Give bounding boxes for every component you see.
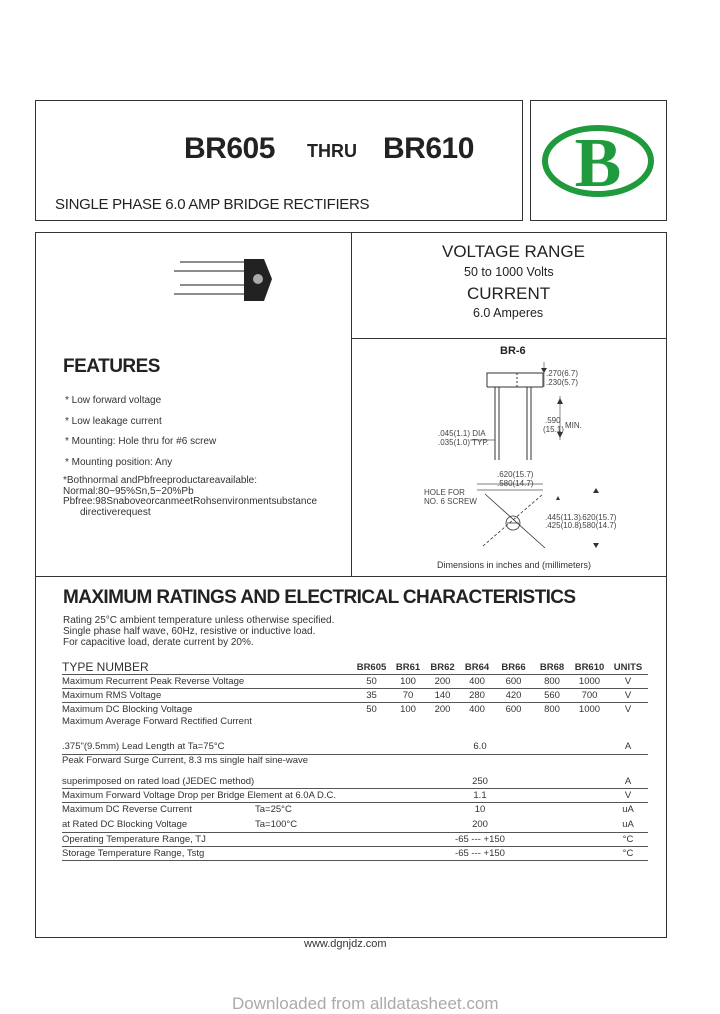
- hole-label-1: HOLE FOR: [424, 488, 465, 497]
- row-label: Maximum Recurrent Peak Reverse Voltage: [62, 675, 352, 689]
- cell: 50: [366, 704, 377, 715]
- table-header-row: [62, 660, 648, 675]
- thru-label: THRU: [307, 141, 357, 161]
- table-row: [62, 803, 648, 817]
- cell: -65 --- +150: [352, 847, 608, 861]
- row-label: [62, 816, 352, 833]
- drawing-caption: Dimensions in inches and (millimeters): [437, 560, 592, 570]
- dim-width-1: .620(15.7): [497, 470, 534, 479]
- ratings-table: [62, 660, 648, 861]
- row-label: Maximum Average Forward Rectified Current: [62, 716, 252, 727]
- row-label: superimposed on rated load (JEDEC method): [62, 775, 352, 789]
- current-value: 6.0 Amperes: [473, 306, 544, 320]
- row-label: Maximum DC Blocking Voltage: [62, 704, 193, 715]
- dim-len-1: .590: [545, 416, 561, 425]
- dim-width-2: .580(14.7): [497, 479, 534, 488]
- cell: 400: [469, 704, 485, 715]
- col-header: BR610: [571, 660, 608, 675]
- dim-bottom-1: .445(11.3): [545, 513, 581, 522]
- feature-item: * Low leakage current: [65, 416, 162, 427]
- row-label-text: Maximum DC Reverse Current: [62, 804, 192, 815]
- feature-note: directiverequest: [80, 507, 151, 518]
- unit-cell: V: [608, 689, 648, 703]
- middle-divider: [351, 232, 352, 577]
- unit-cell: uA: [622, 804, 634, 815]
- row-label: Peak Forward Surge Current, 8.3 ms single half sine-wave: [62, 755, 309, 766]
- feature-item: * Low forward voltage: [65, 395, 162, 406]
- feature-note: Normal:80~95%Sn,5~20%Pb: [63, 486, 194, 497]
- row-label-text: at Rated DC Blocking Voltage: [62, 818, 188, 830]
- unit-cell: uA: [608, 816, 648, 833]
- table-row: [62, 738, 648, 755]
- cell: 1.1: [352, 789, 608, 803]
- dim-top-2: .230(5.7): [546, 378, 579, 387]
- voltage-range-heading: VOLTAGE RANGE: [442, 242, 585, 261]
- rating-note: For capacitive load, derate current by 20%.: [63, 637, 254, 648]
- cell: -65 --- +150: [352, 833, 608, 847]
- cell: 70: [391, 689, 425, 703]
- feature-item: * Mounting: Hole thru for #6 screw: [65, 436, 217, 447]
- cell: 1000: [578, 704, 601, 715]
- table-row: [62, 775, 648, 789]
- feature-item: * Mounting position: Any: [65, 457, 173, 468]
- cell: 800: [544, 704, 560, 715]
- cell: 200: [425, 675, 460, 689]
- unit-cell: A: [608, 775, 648, 789]
- unit-cell: V: [608, 675, 648, 689]
- dim-lead-2: .035(1.0) TYP.: [438, 438, 489, 447]
- condition-label: Ta=25°C: [255, 804, 292, 815]
- cell: 10: [474, 804, 486, 815]
- cell: 560: [533, 689, 571, 703]
- cell: 600: [494, 675, 533, 689]
- ratings-heading: MAXIMUM RATINGS AND ELECTRICAL CHARACTERISTICS: [63, 587, 576, 608]
- dim-len-2: (15.1): [543, 425, 564, 434]
- unit-cell: °C: [608, 833, 648, 847]
- row-label: [62, 803, 352, 817]
- units-header: UNITS: [608, 660, 648, 675]
- row-label: Storage Temperature Range, Tstg: [62, 847, 352, 861]
- col-header: BR64: [460, 660, 494, 675]
- cell: 6.0: [352, 738, 608, 755]
- unit-cell: A: [608, 738, 648, 755]
- table-row: [62, 689, 648, 703]
- col-header: BR605: [352, 660, 391, 675]
- unit-cell: V: [608, 789, 648, 803]
- rating-note: Single phase half wave, 60Hz, resistive or inductive load.: [63, 626, 316, 637]
- row-label: .375"(9.5mm) Lead Length at Ta=75°C: [62, 738, 352, 755]
- row-label: Maximum Forward Voltage Drop per Bridge Element at 6.0A D.C.: [62, 789, 352, 803]
- dim-side-1: .620(15.7): [580, 513, 617, 522]
- cell: 100: [400, 704, 416, 715]
- cell: 250: [352, 775, 608, 789]
- summary-divider: [351, 338, 667, 339]
- cell: 420: [494, 689, 533, 703]
- cell: 700: [571, 689, 608, 703]
- dim-top-1: .270(6.7): [546, 369, 579, 378]
- col-header: BR62: [425, 660, 460, 675]
- table-row: [62, 816, 648, 833]
- dim-len-3: MIN.: [565, 421, 582, 430]
- feature-note: *Bothnormal andPbfreeproductareavailable:: [63, 475, 258, 486]
- table-row: [62, 703, 648, 717]
- rating-note: Rating 25°C ambient temperature unless otherwise specified.: [63, 615, 335, 626]
- cell: 280: [460, 689, 494, 703]
- cell: 200: [352, 816, 608, 833]
- unit-cell: V: [624, 704, 632, 715]
- cell: 1000: [571, 675, 608, 689]
- table-row: [62, 789, 648, 803]
- row-label: Maximum RMS Voltage: [62, 689, 352, 703]
- voltage-range-value: 50 to 1000 Volts: [464, 265, 554, 279]
- watermark: Downloaded from alldatasheet.com: [232, 994, 499, 1013]
- current-heading: CURRENT: [467, 284, 551, 303]
- cell: 100: [391, 675, 425, 689]
- cell: 400: [460, 675, 494, 689]
- col-header: BR68: [533, 660, 571, 675]
- cell: 35: [352, 689, 391, 703]
- features-heading: FEATURES: [63, 356, 160, 377]
- logo-letter: B: [574, 125, 622, 199]
- component-image: [172, 257, 282, 307]
- cell: 140: [425, 689, 460, 703]
- unit-cell: °C: [608, 847, 648, 861]
- col-header: BR61: [391, 660, 425, 675]
- hole-label-2: NO. 6 SCREW: [424, 497, 477, 506]
- row-label: Operating Temperature Range, TJ: [62, 833, 352, 847]
- table-row: [62, 675, 648, 689]
- table-row: [62, 833, 648, 847]
- cell: 50: [352, 675, 391, 689]
- part-number-start: BR605: [184, 132, 275, 165]
- table-row: [62, 716, 648, 738]
- feature-note: Pbfree:98SnaboveorcanmeetRohsenvironmentsubstance: [63, 496, 318, 507]
- table-row: [62, 847, 648, 861]
- footer-url[interactable]: www.dgnjdz.com: [304, 938, 387, 950]
- dim-side-2: .580(14.7): [580, 521, 617, 530]
- cell: 600: [505, 704, 522, 715]
- dim-bottom-2: .425(10.8): [545, 521, 582, 530]
- dim-lead-1: .045(1.1) DIA: [438, 429, 486, 438]
- col-header: BR66: [494, 660, 533, 675]
- condition-label: Ta=100°C: [255, 818, 298, 830]
- part-number-end: BR610: [383, 132, 474, 165]
- type-number-label: TYPE NUMBER: [62, 660, 352, 675]
- cell: 200: [434, 704, 451, 715]
- package-label: BR-6: [500, 345, 526, 357]
- cell: 800: [533, 675, 571, 689]
- subtitle: SINGLE PHASE 6.0 AMP BRIDGE RECTIFIERS: [55, 196, 370, 213]
- table-row: [62, 755, 648, 776]
- logo: [541, 123, 655, 199]
